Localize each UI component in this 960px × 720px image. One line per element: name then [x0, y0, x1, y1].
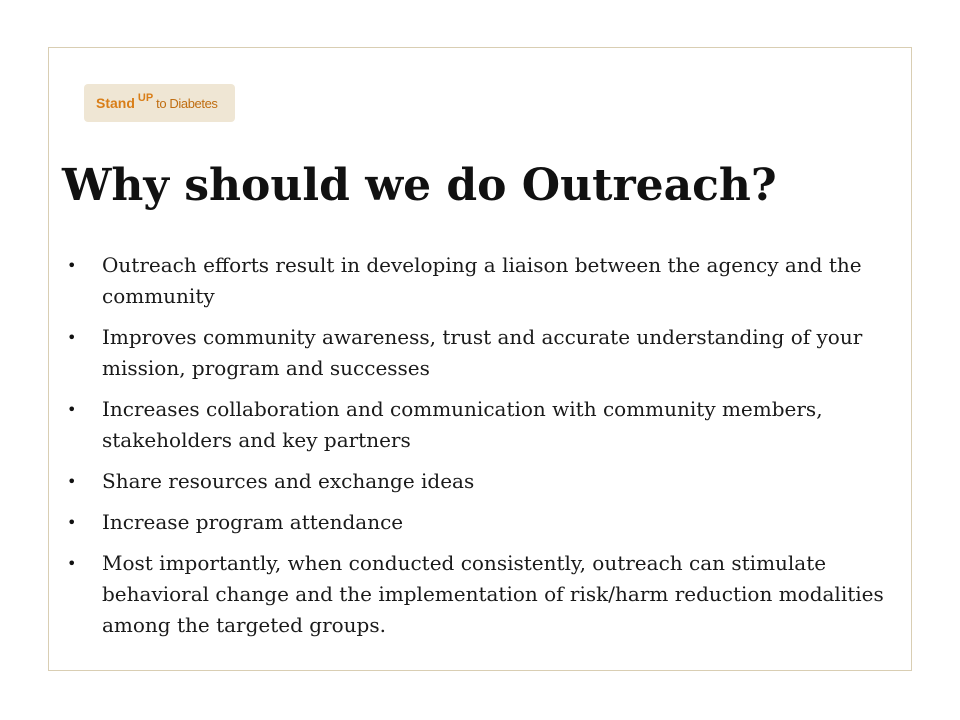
logo-word-up: UP	[137, 92, 154, 104]
bullet-text: Improves community awareness, trust and accurate understanding of your mission, program and successes	[102, 325, 863, 380]
bullet-dot-icon: •	[67, 400, 77, 419]
bullet-text: Outreach efforts result in developing a liaison between the agency and the community	[102, 253, 862, 308]
bullet-item	[64, 322, 904, 384]
bullet-item	[64, 466, 904, 497]
slide-title: Why should we do Outreach?	[62, 160, 777, 211]
bullet-dot-icon: •	[67, 513, 77, 532]
bullet-text: Share resources and exchange ideas	[102, 469, 475, 493]
bullet-item	[64, 548, 904, 641]
bullet-dot-icon: •	[67, 554, 77, 573]
stand-up-to-diabetes-logo	[84, 84, 235, 122]
bullet-item	[64, 394, 904, 456]
bullet-list	[64, 250, 904, 651]
bullet-dot-icon: •	[67, 472, 77, 491]
bullet-item	[64, 250, 904, 312]
bullet-item	[64, 507, 904, 538]
logo-word-rest: to Diabetes	[156, 95, 218, 111]
bullet-dot-icon: •	[67, 328, 77, 347]
bullet-text: Most importantly, when conducted consistently, outreach can stimulate behavioral change and the implementation of risk/harm reduction modalities among the targeted groups.	[102, 551, 884, 637]
bullet-dot-icon: •	[67, 256, 77, 275]
bullet-text: Increase program attendance	[102, 510, 404, 534]
logo-word-stand: Stand	[96, 95, 135, 111]
bullet-text: Increases collaboration and communication with community members, stakeholders and key partners	[102, 397, 823, 452]
